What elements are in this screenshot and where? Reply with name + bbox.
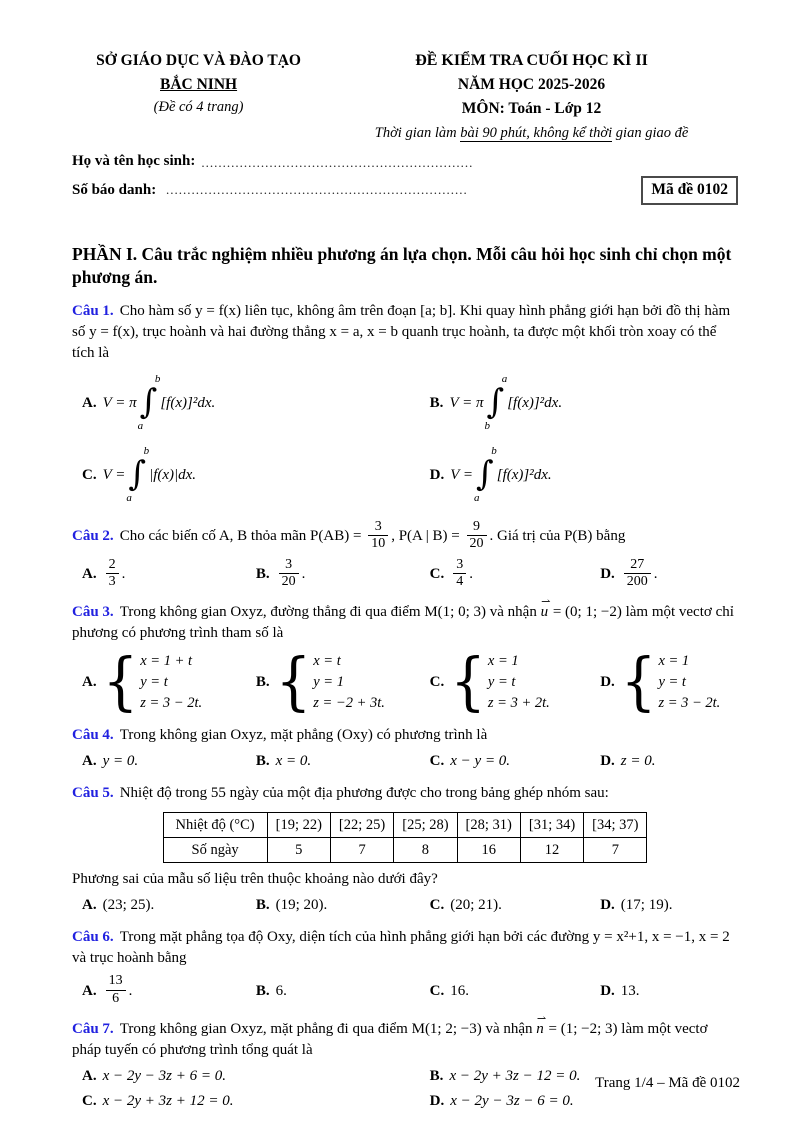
fraction xyxy=(106,557,119,590)
formula-prefix: V = xyxy=(102,466,126,483)
formula-prefix: V = π xyxy=(102,394,137,411)
question-5-followup: Phương sai của mẫu số liệu trên thuộc khoảng nào dưới đây? xyxy=(72,871,438,888)
option-label: A. xyxy=(82,753,97,770)
question-3 xyxy=(72,596,738,719)
question-4 xyxy=(72,725,738,772)
option-label: A. xyxy=(82,1067,97,1084)
province-name: BẮC NINH xyxy=(160,75,238,93)
student-id-group xyxy=(72,180,468,201)
integral-lower-bound: a xyxy=(137,419,144,432)
question-3-text-1: Trong không gian Oxyz, đường thẳng đi qua điểm M(1; 0; 3) và nhận xyxy=(119,604,541,621)
q2-option-b xyxy=(256,558,430,591)
option-value: (19; 20). xyxy=(275,897,328,914)
student-name-label: Họ và tên học sinh: xyxy=(72,153,196,170)
q2-option-d xyxy=(600,558,738,591)
option-value: x − y = 0. xyxy=(450,753,511,770)
q1-option-c xyxy=(82,441,430,509)
table-cell: [34; 37) xyxy=(584,813,647,838)
system-line: z = 3 − 2t. xyxy=(140,695,203,712)
question-1 xyxy=(72,301,738,509)
option-label: C. xyxy=(429,753,445,770)
fraction-denominator: 20 xyxy=(469,536,484,552)
option-value: (17; 19). xyxy=(620,897,673,914)
integral-sign: ∫ xyxy=(128,454,147,495)
question-7 xyxy=(72,1012,738,1112)
fraction-denominator: 6 xyxy=(112,990,120,1006)
q3-option-a xyxy=(82,645,256,719)
question-6-options xyxy=(72,974,738,1007)
school-year: NĂM HỌC 2025-2026 xyxy=(457,76,606,94)
table-row-days xyxy=(163,838,647,863)
vector-n xyxy=(536,1012,547,1040)
student-name-blank: ................................................................ xyxy=(201,154,474,170)
question-2 xyxy=(72,520,738,591)
integral-upper-bound: b xyxy=(154,373,161,386)
q7-option-c xyxy=(82,1091,430,1112)
time-prefix: Thời gian làm xyxy=(374,124,461,141)
formula-prefix: V = π xyxy=(449,394,484,411)
integral-symbol xyxy=(474,445,497,504)
integral-symbol xyxy=(484,373,508,432)
option-value: 16. xyxy=(450,982,469,999)
option-label: D. xyxy=(600,897,615,914)
system-line: z = 3 − 2t. xyxy=(658,695,721,712)
integral-sign: ∫ xyxy=(476,454,494,495)
q5-option-d xyxy=(600,895,738,916)
fraction-numerator: 27 xyxy=(624,557,651,574)
system-line: x = 1 xyxy=(658,653,690,670)
option-label: B. xyxy=(255,753,270,770)
option-value: 13. xyxy=(620,982,640,999)
option-suffix: . xyxy=(128,982,133,999)
student-id-label: Số báo danh: xyxy=(72,181,157,198)
question-2-text-2: , P(A | B) = xyxy=(391,528,460,545)
q3-option-d xyxy=(600,645,738,719)
fraction-denominator: 20 xyxy=(281,574,296,590)
q4-option-b xyxy=(256,751,430,772)
option-label: D. xyxy=(600,982,615,999)
fraction-numerator: 9 xyxy=(467,519,487,536)
fraction xyxy=(106,973,126,1006)
option-value: x − 2y − 3z − 6 = 0. xyxy=(450,1092,574,1109)
option-label: C. xyxy=(82,1092,97,1109)
table-header-cell: Số ngày xyxy=(163,838,267,863)
integral-lower-bound: b xyxy=(484,419,490,432)
option-suffix: . xyxy=(301,566,306,583)
q3-option-c xyxy=(429,645,601,719)
option-suffix: . xyxy=(121,566,126,583)
exam-code-badge: Mã đề 0102 xyxy=(641,176,738,205)
q1-option-b xyxy=(430,369,738,437)
option-value: x − 2y + 3z + 12 = 0. xyxy=(102,1092,234,1109)
table-cell: 8 xyxy=(394,838,457,863)
question-4-text: Trong không gian Oxyz, mặt phẳng (Oxy) có phương trình là xyxy=(119,727,488,744)
question-6 xyxy=(72,927,738,1007)
system-line: y = t xyxy=(140,674,168,691)
option-suffix: . xyxy=(653,566,658,583)
table-cell: [31; 34) xyxy=(520,813,583,838)
option-value: x − 2y + 3z − 12 = 0. xyxy=(449,1067,581,1084)
question-3-options xyxy=(72,645,738,719)
table-cell: [28; 31) xyxy=(457,813,520,838)
fraction xyxy=(624,557,651,590)
table-cell: [19; 22) xyxy=(267,813,330,838)
formula-body: [f(x)]²dx. xyxy=(160,394,216,411)
q4-option-d xyxy=(600,751,738,772)
q3-option-b xyxy=(255,645,430,719)
vector-arrow-icon: ⇀ xyxy=(536,1012,547,1025)
q6-option-d xyxy=(600,974,738,1007)
question-2-label: Câu 2. xyxy=(72,528,114,545)
option-value: (20; 21). xyxy=(450,897,502,914)
option-label: B. xyxy=(255,566,270,583)
option-value: x − 2y − 3z + 6 = 0. xyxy=(102,1067,226,1084)
vector-arrow-icon: ⇀ xyxy=(541,596,551,609)
integral-sign: ∫ xyxy=(486,382,505,423)
question-4-label: Câu 4. xyxy=(72,727,114,744)
option-value: 6. xyxy=(275,982,287,999)
q2-option-a xyxy=(82,558,256,591)
table-cell: [22; 25) xyxy=(330,813,393,838)
integral-symbol xyxy=(126,445,150,504)
option-label: C. xyxy=(429,674,445,691)
fraction xyxy=(368,519,388,552)
question-4-options xyxy=(72,751,738,772)
system-line: x = 1 + t xyxy=(140,653,193,670)
table-cell: 7 xyxy=(330,838,393,863)
table-cell: [25; 28) xyxy=(394,813,457,838)
system-line: y = t xyxy=(658,674,686,691)
question-6-label: Câu 6. xyxy=(72,929,114,946)
formula-body: [f(x)]²dx. xyxy=(507,394,563,411)
subject-line: MÔN: Toán - Lớp 12 xyxy=(461,100,602,118)
equation-system xyxy=(102,645,203,719)
question-1-text: Cho hàm số y = f(x) liên tục, không âm trên đoạn [a; b]. Khi quay hình phẳng giới hạn bởi đồ thị hàm số y = f(x), trục hoành và hai đường thẳng x = a, x = b quanh trục hoành, ta được một khối tròn xoay có thể tích là xyxy=(72,303,731,361)
question-2-options xyxy=(72,558,738,591)
fraction-numerator: 13 xyxy=(106,973,126,990)
table-row-temperature xyxy=(163,813,647,838)
fraction-numerator: 2 xyxy=(106,557,119,574)
header-right xyxy=(325,50,738,143)
fraction-numerator: 3 xyxy=(368,519,388,536)
question-3-text-2: = (0; 1; −2) làm một vectơ chỉ phương có phương trình tham số là xyxy=(72,604,734,642)
vector-letter: u xyxy=(540,604,549,621)
question-5-options xyxy=(72,895,738,916)
option-label: B. xyxy=(255,897,270,914)
department-name: SỞ GIÁO DỤC VÀ ĐÀO TẠO xyxy=(96,52,301,69)
question-1-options xyxy=(72,369,738,509)
option-label: D. xyxy=(429,1092,445,1109)
q5-option-c xyxy=(430,895,601,916)
fraction-denominator: 4 xyxy=(456,574,464,590)
header xyxy=(72,50,738,143)
option-label: D. xyxy=(600,753,615,770)
frequency-table-wrapper xyxy=(72,812,738,863)
formula-body: |f(x)|dx. xyxy=(149,466,197,483)
q6-option-a xyxy=(82,974,256,1007)
system-brace: { xyxy=(275,645,312,719)
option-value: z = 0. xyxy=(620,753,656,770)
fraction-denominator: 3 xyxy=(108,574,116,590)
question-5-label: Câu 5. xyxy=(72,785,114,802)
question-3-label: Câu 3. xyxy=(72,604,114,621)
equation-system xyxy=(620,645,721,719)
integral-upper-bound: b xyxy=(491,445,497,458)
q4-option-c xyxy=(430,751,601,772)
student-name-row xyxy=(72,151,738,172)
option-label: C. xyxy=(429,982,445,999)
option-label: B. xyxy=(429,1067,444,1084)
fraction-denominator: 10 xyxy=(371,536,386,552)
vector-u xyxy=(540,596,551,623)
fraction xyxy=(279,557,299,590)
option-label: A. xyxy=(82,897,97,914)
option-label: C. xyxy=(82,466,97,483)
option-label: C. xyxy=(429,897,445,914)
header-left xyxy=(72,50,325,143)
question-5 xyxy=(72,783,738,916)
option-label: A. xyxy=(82,394,97,411)
time-suffix: gian giao đề xyxy=(612,124,689,141)
option-label: D. xyxy=(429,466,445,483)
integral-upper-bound: b xyxy=(143,445,150,458)
option-label: D. xyxy=(600,566,615,583)
q6-option-c xyxy=(430,974,601,1007)
student-id-row xyxy=(72,176,738,205)
system-brace: { xyxy=(102,645,139,719)
option-label: A. xyxy=(82,566,97,583)
question-6-text: Trong mặt phẳng tọa độ Oxy, diện tích của hình phẳng giới hạn bởi các đường y = x²+1, x = −1, x = 2 và trục hoành bằng xyxy=(72,929,730,967)
frequency-table xyxy=(163,812,648,863)
equation-system xyxy=(450,645,550,719)
option-label: B. xyxy=(429,394,444,411)
pages-note: (Đề có 4 trang) xyxy=(153,99,244,116)
integral-lower-bound: a xyxy=(126,491,132,504)
option-label: A. xyxy=(82,982,97,999)
system-line: y = t xyxy=(487,674,516,691)
system-brace: { xyxy=(620,645,657,719)
option-label: B. xyxy=(255,982,270,999)
system-line: y = 1 xyxy=(313,674,344,691)
fraction xyxy=(467,519,487,552)
exam-title: ĐỀ KIỂM TRA CUỐI HỌC KÌ II xyxy=(415,52,648,69)
q2-option-c xyxy=(430,558,601,591)
fraction-numerator: 3 xyxy=(453,557,466,574)
integral-sign: ∫ xyxy=(139,382,158,423)
option-label: A. xyxy=(82,674,97,691)
formula-body: [f(x)]²dx. xyxy=(496,466,552,483)
question-1-label: Câu 1. xyxy=(72,303,114,319)
system-line: z = 3 + 2t. xyxy=(487,695,550,712)
table-cell: 5 xyxy=(267,838,330,863)
q7-option-a xyxy=(82,1066,430,1087)
vector-letter: n xyxy=(536,1020,544,1037)
q1-option-d xyxy=(430,441,738,509)
q4-option-a xyxy=(82,751,256,772)
integral-lower-bound: a xyxy=(474,491,480,504)
option-label: B. xyxy=(255,674,270,691)
time-limit-line xyxy=(325,123,738,143)
option-suffix: . xyxy=(469,566,473,583)
option-value: y = 0. xyxy=(102,753,139,770)
formula-prefix: V = xyxy=(450,466,474,483)
table-cell: 16 xyxy=(457,838,520,863)
q6-option-b xyxy=(256,974,430,1007)
student-id-blank: ....................................................................... xyxy=(165,181,468,197)
table-cell: 12 xyxy=(520,838,583,863)
fraction-denominator: 200 xyxy=(626,574,648,590)
question-7-text-2: = (1; −2; 3) làm một vectơ pháp tuyến có phương trình tổng quát là xyxy=(72,1020,708,1058)
question-5-text: Nhiệt độ trong 55 ngày của một địa phương được cho trong bảng ghép nhóm sau: xyxy=(119,785,609,802)
system-brace: { xyxy=(450,645,486,719)
equation-system xyxy=(275,645,385,719)
page-footer: Trang 1/4 – Mã đề 0102 xyxy=(595,1075,740,1091)
time-underlined: bài 90 phút, không kể thời xyxy=(460,124,613,141)
fraction xyxy=(453,557,466,590)
option-value: (23; 25). xyxy=(102,897,155,914)
integral-symbol xyxy=(137,373,161,432)
option-label: D. xyxy=(600,674,615,691)
system-line: z = −2 + 3t. xyxy=(313,695,385,712)
table-cell: 7 xyxy=(584,838,647,863)
option-value: x = 0. xyxy=(275,753,312,770)
system-line: x = 1 xyxy=(487,653,519,670)
question-2-text-3: . Giá trị của P(B) bằng xyxy=(489,528,626,545)
question-7-text-1: Trong không gian Oxyz, mặt phẳng đi qua điểm M(1; 2; −3) và nhận xyxy=(119,1020,537,1037)
part1-title: PHẦN I. Câu trắc nghiệm nhiều phương án lựa chọn. Mỗi câu hỏi học sinh chỉ chọn một phương án. xyxy=(72,243,732,288)
fraction-numerator: 3 xyxy=(279,557,299,574)
table-header-cell: Nhiệt độ (°C) xyxy=(163,813,267,838)
system-line: x = t xyxy=(313,653,341,670)
question-7-label: Câu 7. xyxy=(72,1020,114,1037)
q5-option-b xyxy=(256,895,430,916)
q1-option-a xyxy=(82,369,430,437)
integral-upper-bound: a xyxy=(501,373,508,386)
question-2-text-1: Cho các biến cố A, B thỏa mãn P(AB) = xyxy=(119,528,362,545)
option-label: C. xyxy=(429,566,445,583)
q5-option-a xyxy=(82,895,256,916)
